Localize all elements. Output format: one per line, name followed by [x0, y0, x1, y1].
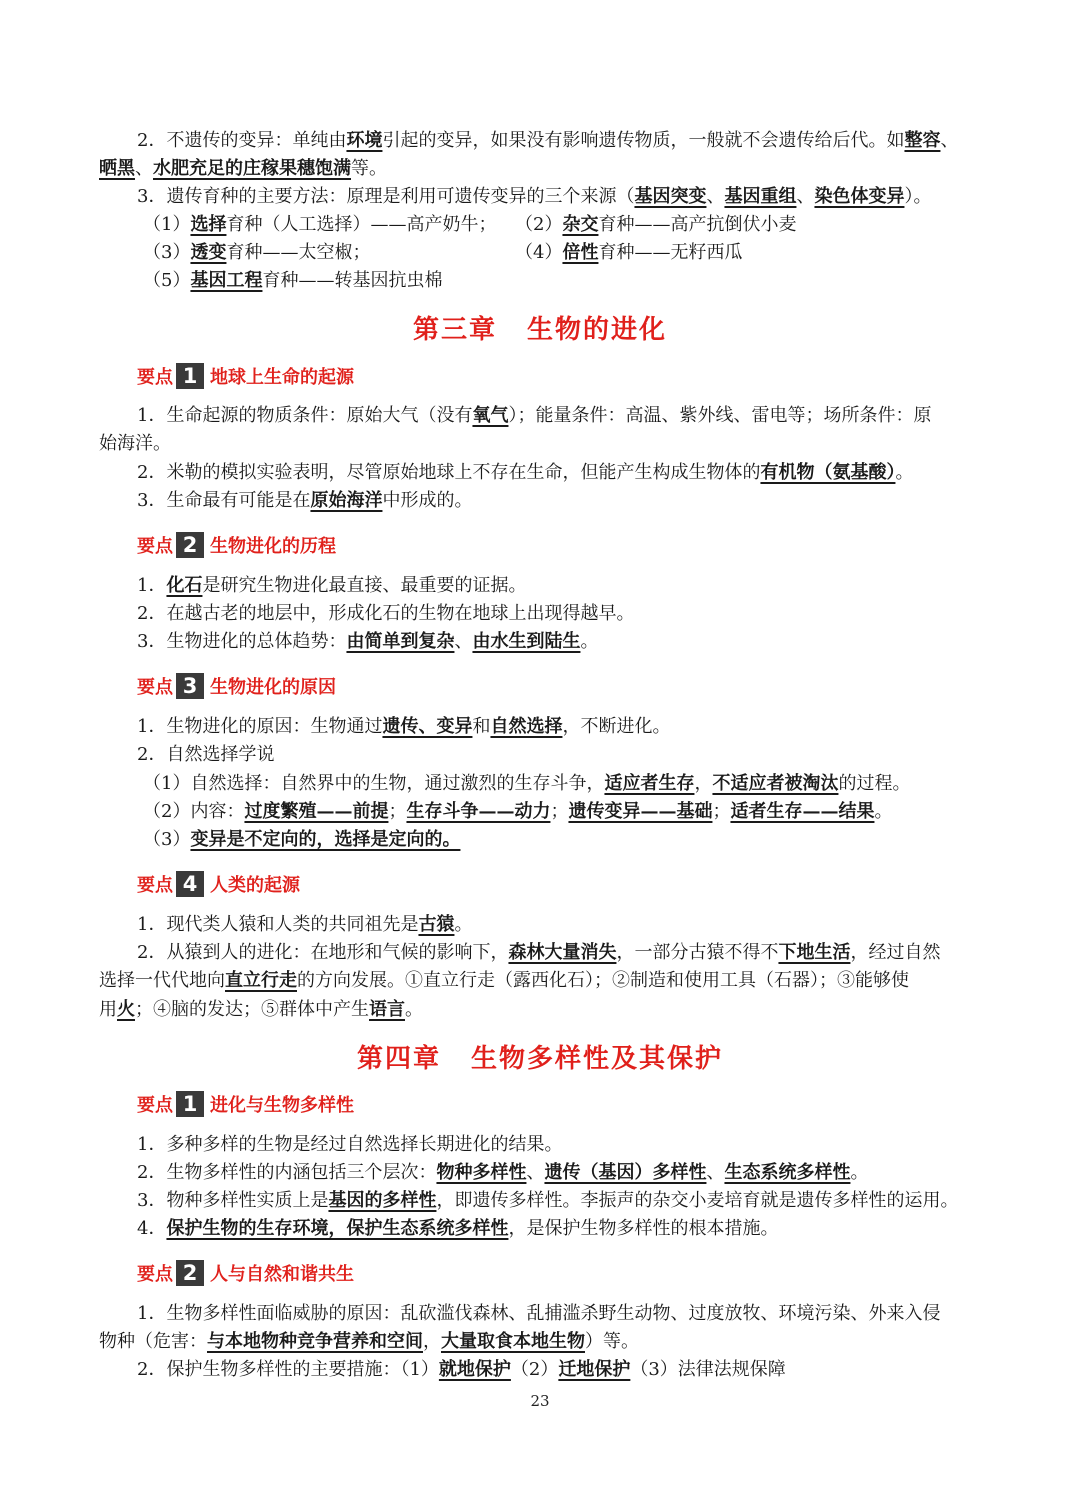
paragraph-line: 1．生物多样性面临威胁的原因：乱砍滥伐森林、乱捕滥杀野生动物、过度放牧、环境污染、外来入侵 — [137, 1303, 941, 1324]
text: 中形成的。 — [382, 490, 473, 511]
key-term: 大量取食本地生物 — [441, 1331, 585, 1352]
keypoint-number-badge: 2 — [176, 532, 204, 558]
keypoint-number-badge: 3 — [176, 673, 204, 699]
keypoint-title: 人与自然和谐共生 — [210, 1264, 354, 1285]
key-term: 遗传（基因）多样性 — [544, 1162, 707, 1183]
key-term: 生态系统多样性 — [724, 1162, 851, 1183]
key-term: 适应者生存 — [604, 773, 695, 794]
paragraph-line — [143, 798, 892, 826]
key-term: 整容 — [904, 130, 941, 151]
keypoint-label: 要点 — [137, 536, 173, 557]
text: 3．生命最有可能是在 — [137, 490, 311, 511]
paragraph-line — [137, 1159, 868, 1187]
text: 、 — [940, 130, 959, 151]
keypoint-label: 要点 — [137, 875, 173, 896]
text: 和 — [472, 716, 491, 737]
key-term: 遗传、变异 — [382, 716, 473, 737]
text: （2）内容： — [143, 801, 245, 822]
text: 2．米勒的模拟实验表明，尽管原始地球上不存在生命，但能产生构成生物体的 — [137, 462, 761, 483]
text: ； — [388, 801, 407, 822]
text: 、 — [135, 158, 153, 179]
key-term: 倍性 — [562, 242, 599, 263]
keypoint-label: 要点 — [137, 677, 173, 698]
text: 是研究生物进化最直接、最重要的证据。 — [202, 575, 527, 596]
key-term: 遗传变异——基础 — [568, 801, 713, 822]
paragraph-line — [137, 1356, 786, 1384]
text: 物种（危害： — [99, 1331, 207, 1352]
paragraph-line — [137, 628, 598, 656]
text: 育种——无籽西瓜 — [598, 242, 743, 263]
paragraph-line — [137, 1187, 958, 1215]
breeding-method-1 — [143, 211, 496, 239]
paragraph-line — [143, 770, 910, 798]
key-term: 选择 — [190, 214, 227, 235]
breeding-method-3 — [143, 239, 370, 267]
text: 育种——高产抗倒伏小麦 — [598, 214, 797, 235]
key-term: 适者生存——结果 — [730, 801, 875, 822]
keypoint-title: 人类的起源 — [210, 875, 300, 896]
text: 、 — [706, 1162, 725, 1183]
paragraph-line — [137, 459, 913, 487]
text: 3．遗传育种的主要方法：原理是利用可遗传变异的三个来源（ — [137, 186, 635, 207]
key-term: 氧气 — [472, 405, 509, 426]
key-term: 杂交 — [562, 214, 599, 235]
keypoint-title: 生物进化的原因 — [210, 677, 336, 698]
text: 。 — [405, 999, 423, 1020]
text: 2．生物多样性的内涵包括三个层次： — [137, 1162, 437, 1183]
paragraph-line: 2．在越古老的地层中，形成化石的生物在地球上出现得越早。 — [137, 603, 635, 624]
text: （2） — [510, 1359, 559, 1380]
key-term: 生存斗争——动力 — [406, 801, 551, 822]
paragraph-line — [137, 402, 931, 430]
breeding-method-2 — [515, 211, 796, 239]
chapter-name: 生物多样性及其保护 — [471, 1044, 724, 1074]
text: 。 — [580, 631, 599, 652]
keypoint-heading — [137, 1258, 354, 1288]
key-term: 有机物（氨基酸） — [760, 462, 896, 483]
key-term: 与本地物种竞争营养和空间 — [207, 1331, 423, 1352]
key-term: 由简单到复杂 — [346, 631, 455, 652]
key-term: 不适应者被淘汰 — [712, 773, 839, 794]
text: （3）法律法规保障 — [630, 1359, 786, 1380]
paragraph-line — [137, 1215, 778, 1243]
text: 4． — [137, 1218, 167, 1239]
text: 引起的变异，如果没有影响遗传物质，一般就不会遗传给后代。如 — [382, 130, 905, 151]
text: ，经过自然 — [850, 942, 941, 963]
text: （5） — [143, 270, 191, 291]
text: ； — [550, 801, 569, 822]
text: ）等。 — [585, 1331, 639, 1352]
keypoint-title: 地球上生命的起源 — [210, 367, 354, 388]
intro-line-3 — [137, 183, 931, 211]
text: 。 — [895, 462, 914, 483]
intro-line-2 — [99, 155, 387, 183]
page-number: 23 — [530, 1392, 550, 1410]
text: （1）自然选择：自然界中的生物，通过激烈的生存斗争， — [143, 773, 605, 794]
text: ）；能量条件：高温、紫外线、雷电等；场所条件：原 — [508, 405, 932, 426]
text: 1．现代类人猿和人类的共同祖先是 — [137, 914, 419, 935]
paragraph-line — [137, 713, 670, 741]
paragraph-line — [137, 487, 472, 515]
keypoint-heading — [137, 671, 336, 701]
text: （2） — [515, 214, 563, 235]
text: 的过程。 — [838, 773, 911, 794]
key-term: 过度繁殖——前提 — [244, 801, 389, 822]
text: 选择一代代地向 — [99, 970, 225, 991]
chapter-number: 第三章 — [412, 315, 497, 345]
keypoint-title: 进化与生物多样性 — [210, 1095, 354, 1116]
keypoint-number-badge: 2 — [176, 1260, 204, 1286]
key-term: 原始海洋 — [310, 490, 383, 511]
text: ，一部分古猿不得不 — [616, 942, 779, 963]
key-term: 物种多样性 — [436, 1162, 527, 1183]
paragraph-line — [99, 1328, 639, 1356]
text: ，即遗传多样性。李振声的杂交小麦培育就是遗传多样性的运用。 — [436, 1190, 959, 1211]
text: 、 — [526, 1162, 545, 1183]
text: 3．物种多样性实质上是 — [137, 1190, 329, 1211]
text: ， — [423, 1331, 441, 1352]
key-term: 透变 — [190, 242, 227, 263]
key-term: 由水生到陆生 — [472, 631, 581, 652]
key-term: 保护生物的生存环境，保护生态系统多样性 — [166, 1218, 509, 1239]
text: 、 — [796, 186, 815, 207]
text: 、 — [706, 186, 725, 207]
text: 育种（人工选择）——高产奶牛； — [226, 214, 497, 235]
keypoint-label: 要点 — [137, 367, 173, 388]
chapter-name: 生物的进化 — [527, 315, 668, 345]
keypoint-label: 要点 — [137, 1264, 173, 1285]
text: 1． — [137, 575, 167, 596]
text: ）。 — [904, 186, 932, 207]
intro-line-1 — [137, 127, 958, 155]
key-term: 古猿 — [418, 914, 455, 935]
paragraph-line — [137, 572, 526, 600]
paragraph-line — [137, 911, 472, 939]
text: 2．从猿到人的进化：在地形和气候的影响下， — [137, 942, 509, 963]
paragraph-line: 2．自然选择学说 — [137, 744, 275, 765]
text: 。 — [454, 914, 473, 935]
text: （1） — [143, 214, 191, 235]
breeding-method-4 — [515, 239, 742, 267]
text: 等。 — [351, 158, 387, 179]
paragraph-line — [143, 826, 460, 854]
text: 用 — [99, 999, 117, 1020]
key-term: 语言 — [369, 999, 405, 1020]
breeding-method-5 — [143, 267, 442, 295]
text: ；④脑的发达；⑤群体中产生 — [135, 999, 369, 1020]
text: ； — [712, 801, 731, 822]
key-term: 基因工程 — [190, 270, 263, 291]
keypoint-number-badge: 4 — [176, 871, 204, 897]
key-term: 环境 — [346, 130, 383, 151]
text: 2．不遗传的变异：单纯由 — [137, 130, 347, 151]
key-term: 染色体变异 — [814, 186, 905, 207]
key-term: 就地保护 — [438, 1359, 511, 1380]
keypoint-heading — [137, 361, 354, 391]
key-term: 化石 — [166, 575, 203, 596]
paragraph-line: 始海洋。 — [99, 433, 171, 454]
keypoint-heading — [137, 530, 336, 560]
key-term: 迁地保护 — [558, 1359, 631, 1380]
text: ， — [694, 773, 713, 794]
text: 的方向发展。①直立行走（露西化石）；②制造和使用工具（石器）；③能够使 — [297, 970, 909, 991]
key-term: 基因突变 — [634, 186, 707, 207]
keypoint-heading — [137, 869, 300, 899]
text: 1．生命起源的物质条件：原始大气（没有 — [137, 405, 473, 426]
paragraph-line — [99, 996, 423, 1024]
key-term: 森林大量消失 — [508, 942, 617, 963]
keypoint-label: 要点 — [137, 1095, 173, 1116]
key-term: 基因的多样性 — [328, 1190, 437, 1211]
text: 育种——转基因抗虫棉 — [262, 270, 443, 291]
keypoint-number-badge: 1 — [176, 363, 204, 389]
text: 3．生物进化的总体趋势： — [137, 631, 347, 652]
keypoint-title: 生物进化的历程 — [210, 536, 336, 557]
key-term: 火 — [117, 999, 135, 1020]
text: 2．保护生物多样性的主要措施：（1） — [137, 1359, 439, 1380]
text: 1．生物进化的原因：生物通过 — [137, 716, 383, 737]
key-term: 水肥充足的庄稼果穗饱满 — [153, 158, 351, 179]
chapter-4-title — [0, 1038, 1080, 1075]
key-term: 基因重组 — [724, 186, 797, 207]
text: （4） — [515, 242, 563, 263]
key-term: 晒黑 — [99, 158, 135, 179]
keypoint-heading — [137, 1089, 354, 1119]
text: （3） — [143, 242, 191, 263]
paragraph-line — [99, 967, 909, 995]
text: （3） — [143, 829, 191, 850]
chapter-3-title — [0, 309, 1080, 346]
keypoint-number-badge: 1 — [176, 1091, 204, 1117]
key-term: 变异是不定向的，选择是定向的。 — [190, 829, 461, 850]
chapter-number: 第四章 — [356, 1044, 441, 1074]
text: ，是保护生物多样性的根本措施。 — [508, 1218, 779, 1239]
text: 育种——太空椒； — [226, 242, 371, 263]
text: 。 — [850, 1162, 869, 1183]
text: 、 — [454, 631, 473, 652]
text: 。 — [874, 801, 893, 822]
text: ，不断进化。 — [562, 716, 671, 737]
key-term: 自然选择 — [490, 716, 563, 737]
key-term: 直立行走 — [225, 970, 297, 991]
key-term: 下地生活 — [778, 942, 851, 963]
paragraph-line — [137, 939, 940, 967]
paragraph-line: 1．多种多样的生物是经过自然选择长期进化的结果。 — [137, 1134, 563, 1155]
